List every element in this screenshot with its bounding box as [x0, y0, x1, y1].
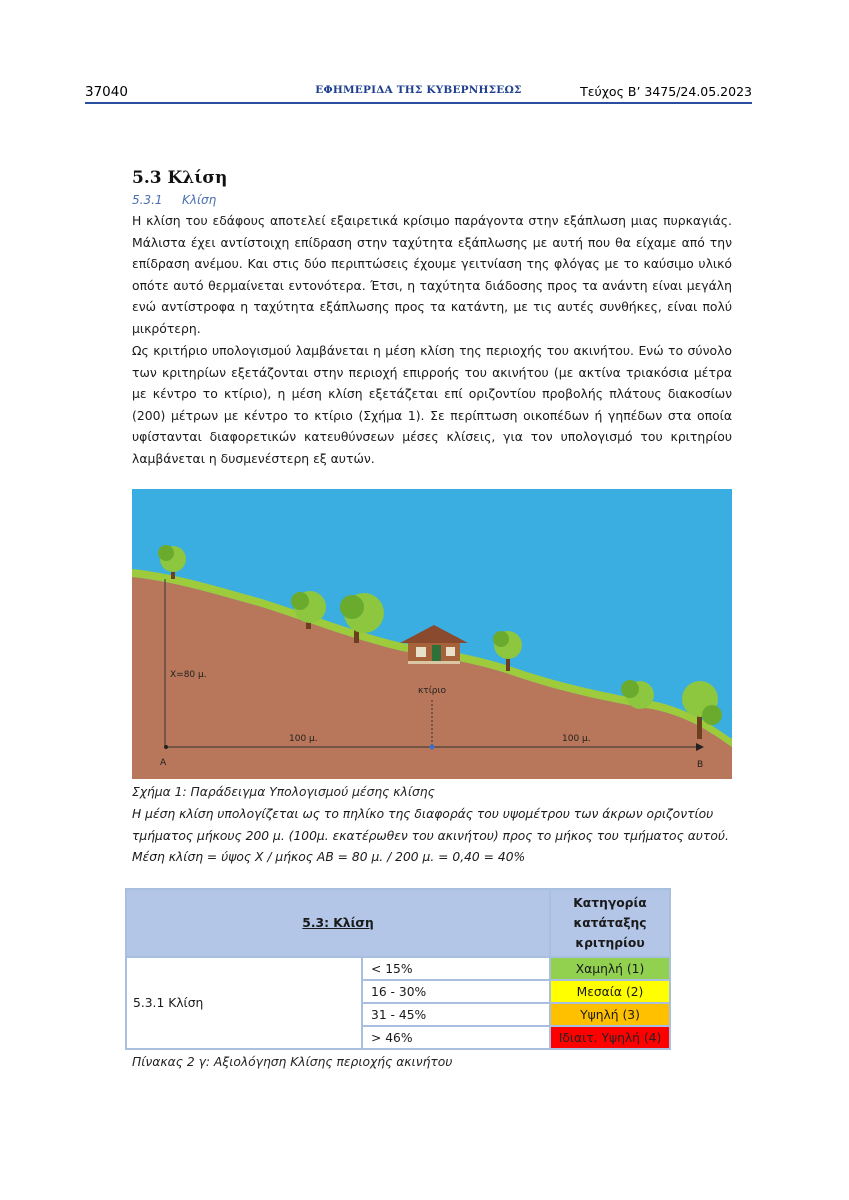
table-header-category — [550, 889, 670, 957]
header-category-line-2: κατάταξης — [573, 916, 647, 930]
table-header-main: 5.3: Κλίση — [126, 889, 550, 957]
paragraph-1: Η κλίση του εδάφους αποτελεί εξαιρετικά κρίσιμο παράγοντα στην εξάπλωση μιας πυρκαγιάς. Μάλιστα έχει αντίστοιχη επίδραση στην ταχύτητα εξάπλωσης με αυτή που θα είχαμε από την επίδραση ανέμου. Και στις δύο περιπτώσεις έχουμε γειτνίαση της φλόγας με το καύσιμο υλικό οπότε αυτό θερμαίνεται εντονότερα. Έτσι, η ταχύτητα διάδοσης προς τα ανάντη είναι μεγάλη ενώ αντίστροφα η ταχύτητα εξάπλωσης προς τα κατάντη, με τις αυτές συνθήκες, είναι πολύ μικρότερη. — [132, 213, 732, 336]
criteria-table — [125, 888, 671, 1050]
range-cell: > 46% — [362, 1026, 550, 1049]
table-row — [126, 957, 670, 980]
subsection-title: Κλίση — [182, 193, 217, 207]
point-a — [164, 745, 168, 749]
subsection-number: 5.3.1 — [132, 193, 163, 207]
subsection-heading — [132, 193, 216, 207]
header-category-line-3: κριτηρίου — [575, 936, 645, 950]
category-cell: Υψηλή (3) — [550, 1003, 670, 1026]
row-label: 5.3.1 Κλίση — [126, 957, 362, 1049]
header-category-line-1: Κατηγορία — [573, 896, 647, 910]
range-cell: 31 - 45% — [362, 1003, 550, 1026]
section-title: 5.3 Κλίση — [132, 168, 228, 188]
publication-title: ΕΦΗΜΕΡΙΔΑ ΤΗΣ ΚΥΒΕΡΝΗΣΕΩΣ — [315, 84, 522, 96]
slope-figure — [132, 489, 732, 779]
explanation-line-2: τμήματος μήκους 200 μ. (100μ. εκατέρωθεν του ακινήτου) προς το μήκος του τμήματος αυτού. — [132, 828, 729, 843]
slope-illustration — [132, 489, 732, 779]
range-cell: 16 - 30% — [362, 980, 550, 1003]
building-label: κτίριο — [418, 686, 447, 696]
category-cell: Ιδιαιτ. Υψηλή (4) — [550, 1026, 670, 1049]
page-number: 37040 — [85, 84, 128, 100]
explanation-text — [132, 804, 742, 869]
paragraph-2: Ως κριτήριο υπολογισμού λαμβάνεται η μέση κλίση της περιοχής του ακινήτου. Ενώ το σύνολο των κριτηρίων εξετάζονται στην περιοχή επιρροής του ακινήτου (με ακτίνα τριακόσια μέτρα με κέντρο το κτίριο), η μέση κλίση εξετάζεται επί οριζοντίου προβολής πλάτους διακοσίων (200) μέτρων με κέντρο το κτίριο (Σχήμα 1). Σε περίπτωση οικοπέδων ή γηπέδων στα οποία υφίστανται διαφορετικών κατευθύνσεων μέσες κλίσεις, για τον υπολογισμό του κριτηρίου λαμβάνεται η δυσμενέστερη εξ αυτών. — [132, 343, 732, 466]
category-cell: Χαμηλή (1) — [550, 957, 670, 980]
formula-line: Μέση κλίση = ύψος Χ / μήκος ΑΒ = 80 μ. / 200 μ. = 0,40 = 40% — [132, 850, 526, 864]
building-point — [430, 745, 435, 750]
figure-caption: Σχήμα 1: Παράδειγμα Υπολογισμού μέσης κλίσης — [132, 785, 435, 799]
page-header — [85, 82, 752, 102]
table-header-row — [126, 889, 670, 957]
header-rule — [85, 102, 752, 104]
label-a: A — [160, 758, 167, 768]
right-distance-label: 100 μ. — [562, 734, 591, 744]
left-distance-label: 100 μ. — [289, 734, 318, 744]
category-cell: Μεσαία (2) — [550, 980, 670, 1003]
table-caption: Πίνακας 2 γ: Αξιολόγηση Κλίσης περιοχής ακινήτου — [132, 1055, 453, 1069]
height-label: X=80 μ. — [170, 670, 207, 680]
range-cell: < 15% — [362, 957, 550, 980]
explanation-line-1: Η μέση κλίση υπολογίζεται ως το πηλίκο της διαφοράς του υψομέτρου των άκρων οριζοντίου — [132, 807, 714, 821]
issue-info: Τεύχος Β’ 3475/24.05.2023 — [580, 84, 752, 99]
label-b: B — [697, 760, 704, 770]
